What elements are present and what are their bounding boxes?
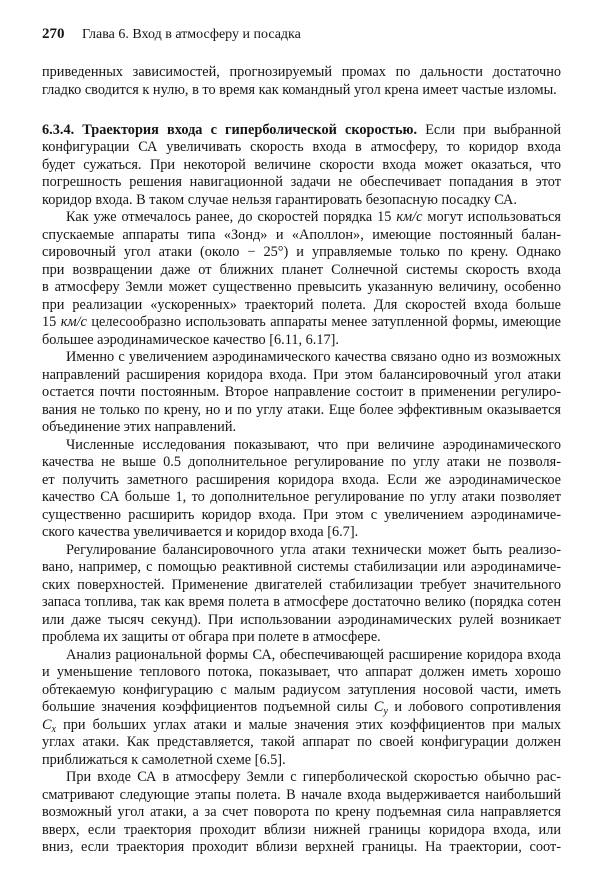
text-line: вниз, если траектория проходит вблизи верхней границы. На траектории, соот- <box>42 839 561 855</box>
text-line: конфигурации СА увеличивать скорость входа в атмосферу, то коридор входа <box>42 139 561 155</box>
text-line: гладко сводится к нулю, в то время как командный угол крена имеет частые изломы. <box>42 81 557 98</box>
text-segment: при больших углах атаки и малые значения этих коэффициентов при малых <box>56 716 561 733</box>
text-line: запаса топлива, так как время полета в атмосфере достаточно велико (порядка сотен <box>42 594 561 610</box>
text-line: и уменьшение теплового потока, показывает, что аппарат должен иметь хорошо <box>42 664 561 680</box>
text-line: сировочный угол атаки (около − 25°) и управляемые только по крену. Однако <box>42 244 561 260</box>
text-line: большее аэродинамическое качество [6.11, 6.17]. <box>42 331 339 348</box>
text-line: Численные исследования показывают, что при величине аэродинамического <box>66 436 561 453</box>
section-spacer <box>42 99 561 122</box>
paragraph <box>42 349 561 437</box>
italic-text: C <box>373 699 384 715</box>
text-segment: Если при выбранной <box>417 121 561 138</box>
text-line: остается почти постоянным. Второе направление состоит в применении регулиро- <box>42 384 561 400</box>
text-line <box>42 122 561 140</box>
text-line: объединение этих направлений. <box>42 419 237 435</box>
text-line: обтекаемую конфигурацию с малым радиусом затупления носовой части, иметь <box>42 681 561 698</box>
text-line: Именно с увеличением аэродинамического качества связано одно из возможных <box>66 349 561 365</box>
section-heading: 6.3.4. Траектория входа с гиперболической скоростью. <box>42 121 418 138</box>
page-number: 270 <box>42 26 65 42</box>
text-line: ского качества увеличивается и коридор входа [6.7]. <box>42 524 359 540</box>
subscript: y <box>383 706 388 717</box>
paragraph <box>42 437 561 542</box>
page-body <box>42 64 561 857</box>
text-line: углах атаки. Как представляется, такой аппарат по своей конфигурации должен <box>42 734 561 750</box>
text-line: в атмосферу Земли может существенно превысить указанную величину, особенно <box>42 279 561 295</box>
section-heading-paragraph <box>42 122 561 210</box>
italic-text: C <box>42 716 52 733</box>
text-line: направлений расширения коридора входа. При этом балансировочный угол атаки <box>42 366 561 383</box>
text-line: при возвращении даже от ближних планет Солнечной системы скорость входа <box>42 261 561 278</box>
text-line: приближаться к самолетной схеме [6.5]. <box>42 751 286 768</box>
text-line: вано, например, с помощью реактивной системы стабилизации или аэродинамиче- <box>42 559 561 575</box>
text-line: проблема их защиты от обгара при полете в атмосфере. <box>42 629 381 645</box>
text-line <box>42 314 561 332</box>
text-line: Анализ рациональной формы СА, обеспечивающей расширение коридора входа <box>66 646 561 663</box>
text-line: вверх, если траектория проходит вблизи нижней границы коридора входа, или <box>42 821 561 838</box>
text-line: при реализации «ускоренных» траекторий полета. Для скоростей входа больше <box>42 296 561 313</box>
italic-text: км/с <box>396 209 423 225</box>
paragraph <box>42 542 561 647</box>
text-line: качество СА больше 1, то дополнительное регулирование по углу атаки позволяет <box>42 489 561 505</box>
text-line: Регулирование балансировочного угла атаки технически может быть реализо- <box>66 541 561 558</box>
running-header <box>42 26 301 43</box>
running-title: Глава 6. Вход в атмосферу и посадка <box>82 27 301 42</box>
text-line: существенно расширить коридор входа. При этом с увеличением аэродинамиче- <box>42 506 561 523</box>
text-line <box>42 717 561 735</box>
text-line: ских поверхностей. Применение двигателей стабилизации требует значительного <box>42 576 561 593</box>
text-line: или даже тысяч секунд). При использовании аэродинамических рулей возникает <box>42 611 561 628</box>
text-segment: целесообразно использовать аппараты менее затупленной формы, имеющие <box>86 314 562 330</box>
text-line: вания не только по крену, но и по углу атаки. Еще более эффективным оказывается <box>42 401 561 418</box>
text-line: приведенных зависимостей, прогнозируемый промах по дальности достаточно <box>42 64 561 80</box>
text-line: спускаемые аппараты типа «Зонд» и «Аполлон», имеющие постоянный балан- <box>42 226 561 243</box>
text-line: коридор входа. В таком случае нельзя гарантировать безопасную посадку СА. <box>42 191 517 208</box>
text-segment: могут использоваться <box>422 209 561 225</box>
text-line: погрешность решения навигационной задачи не обеспечивает попадания в этот <box>42 174 561 190</box>
paragraph <box>42 64 561 99</box>
text-line: При входе СА в атмосферу Земли с гиперболической скоростью обычно рас- <box>66 769 561 785</box>
text-line: качества не выше 0.5 дополнительное регулирование по углу атаки не позволя- <box>42 454 561 470</box>
italic-text: км/с <box>60 314 87 330</box>
text-segment: большие значения коэффициентов подъемной силы <box>42 699 374 715</box>
text-line <box>42 209 561 227</box>
text-segment: Как уже отмечалось ранее, до скоростей порядка 15 <box>66 209 397 225</box>
paragraph <box>42 769 561 857</box>
text-segment: и лобового сопротивления <box>387 699 561 715</box>
text-line: ет получить заметного расширения коридора входа. Если же аэродинамическое <box>42 471 561 488</box>
text-segment: 15 <box>42 314 61 330</box>
paragraph <box>42 209 561 349</box>
text-line <box>42 699 561 717</box>
subscript: x <box>51 723 56 735</box>
text-line: будет сужаться. При некоторой величине скорости входа может оказаться, что <box>42 156 561 173</box>
paragraph <box>42 647 561 770</box>
text-line: возможный угол атаки, а за счет поворота по крену подъемная сила направляется <box>42 804 561 820</box>
text-line: сматривают следующие этапы полета. В начале входа выдерживается наибольший <box>42 786 561 803</box>
